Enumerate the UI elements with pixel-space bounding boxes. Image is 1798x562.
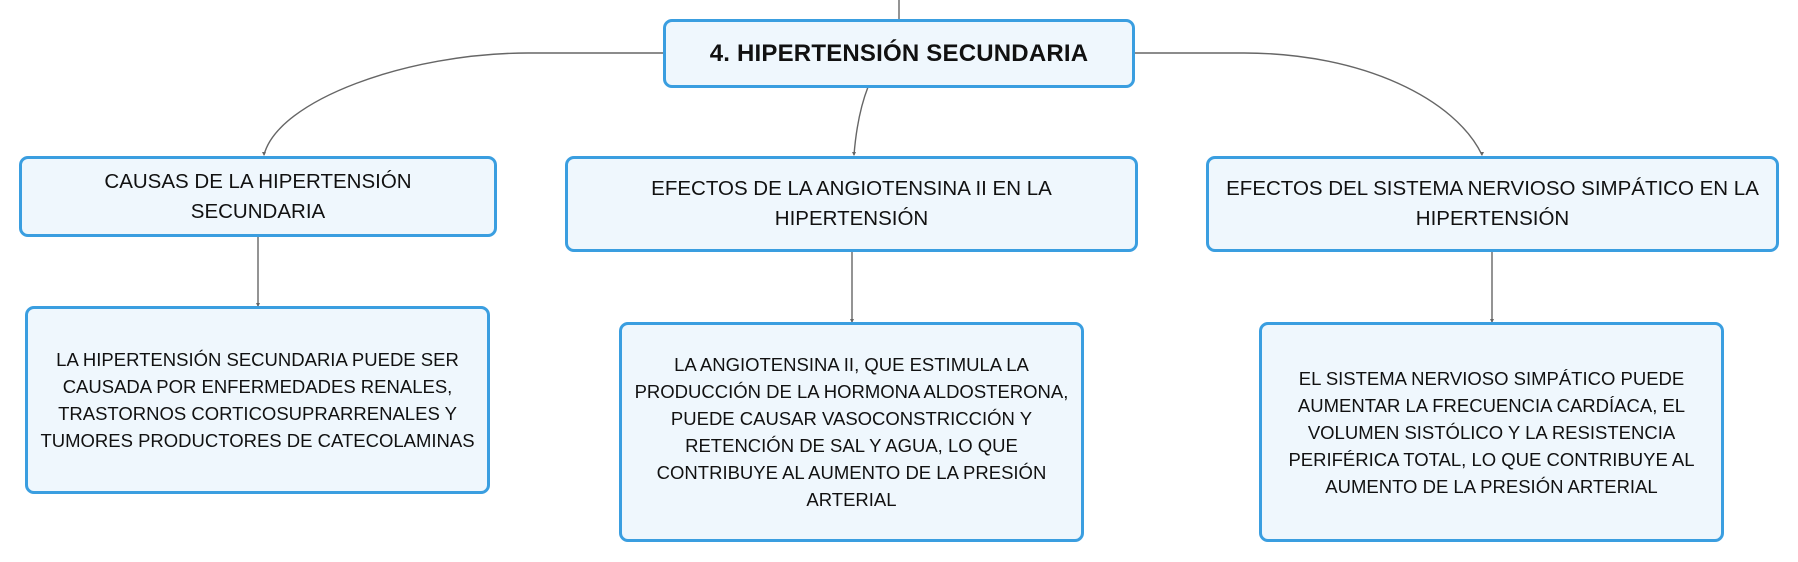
detail-angiotensina[interactable] — [619, 322, 1084, 542]
branch-simpatico-title: EFECTOS DEL SISTEMA NERVIOSO SIMPÁTICO EN LA HIPERTENSIÓN — [1226, 177, 1759, 230]
detail-simpatico[interactable] — [1259, 322, 1724, 542]
root-label: 4. HIPERTENSIÓN SECUNDARIA — [709, 39, 1089, 67]
branch-angiotensina[interactable] — [565, 156, 1138, 252]
root-node[interactable] — [663, 19, 1135, 88]
connector-root-to-simpatico — [1134, 53, 1482, 155]
detail-simpatico-text: EL SISTEMA NERVIOSO SIMPÁTICO PUEDE AUMENTAR LA FRECUENCIA CARDÍACA, EL VOLUMEN SISTÓLICO Y LA RESISTENCIA PERIFÉRICA TOTAL, LO QUE CONTRIBUYE AL AUMENTO DE LA PRESIÓN ARTERIAL — [1288, 367, 1695, 497]
branch-simpatico[interactable] — [1206, 156, 1779, 252]
detail-angiotensina-text: LA ANGIOTENSINA II, QUE ESTIMULA LA PRODUCCIÓN DE LA HORMONA ALDOSTERONA, PUEDE CAUSAR VASOCONSTRICCIÓN Y RETENCIÓN DE SAL Y AGUA, LO QUE CONTRIBUYE AL AUMENTO DE LA PRESIÓN ARTERIAL — [634, 354, 1069, 510]
detail-causas[interactable] — [25, 306, 490, 494]
branch-angiotensina-title: EFECTOS DE LA ANGIOTENSINA II EN LA HIPERTENSIÓN — [651, 177, 1052, 230]
detail-causas-text: LA HIPERTENSIÓN SECUNDARIA PUEDE SER CAUSADA POR ENFERMEDADES RENALES, TRASTORNOS CORTICOSUPRARRENALES Y TUMORES PRODUCTORES DE CATECOLAMINAS — [40, 349, 475, 451]
branch-causas[interactable] — [19, 156, 497, 237]
connector-root-to-causas — [264, 53, 664, 155]
branch-causas-title: CAUSAS DE LA HIPERTENSIÓN SECUNDARIA — [104, 169, 412, 223]
connector-root-to-angiotensina — [854, 87, 868, 155]
